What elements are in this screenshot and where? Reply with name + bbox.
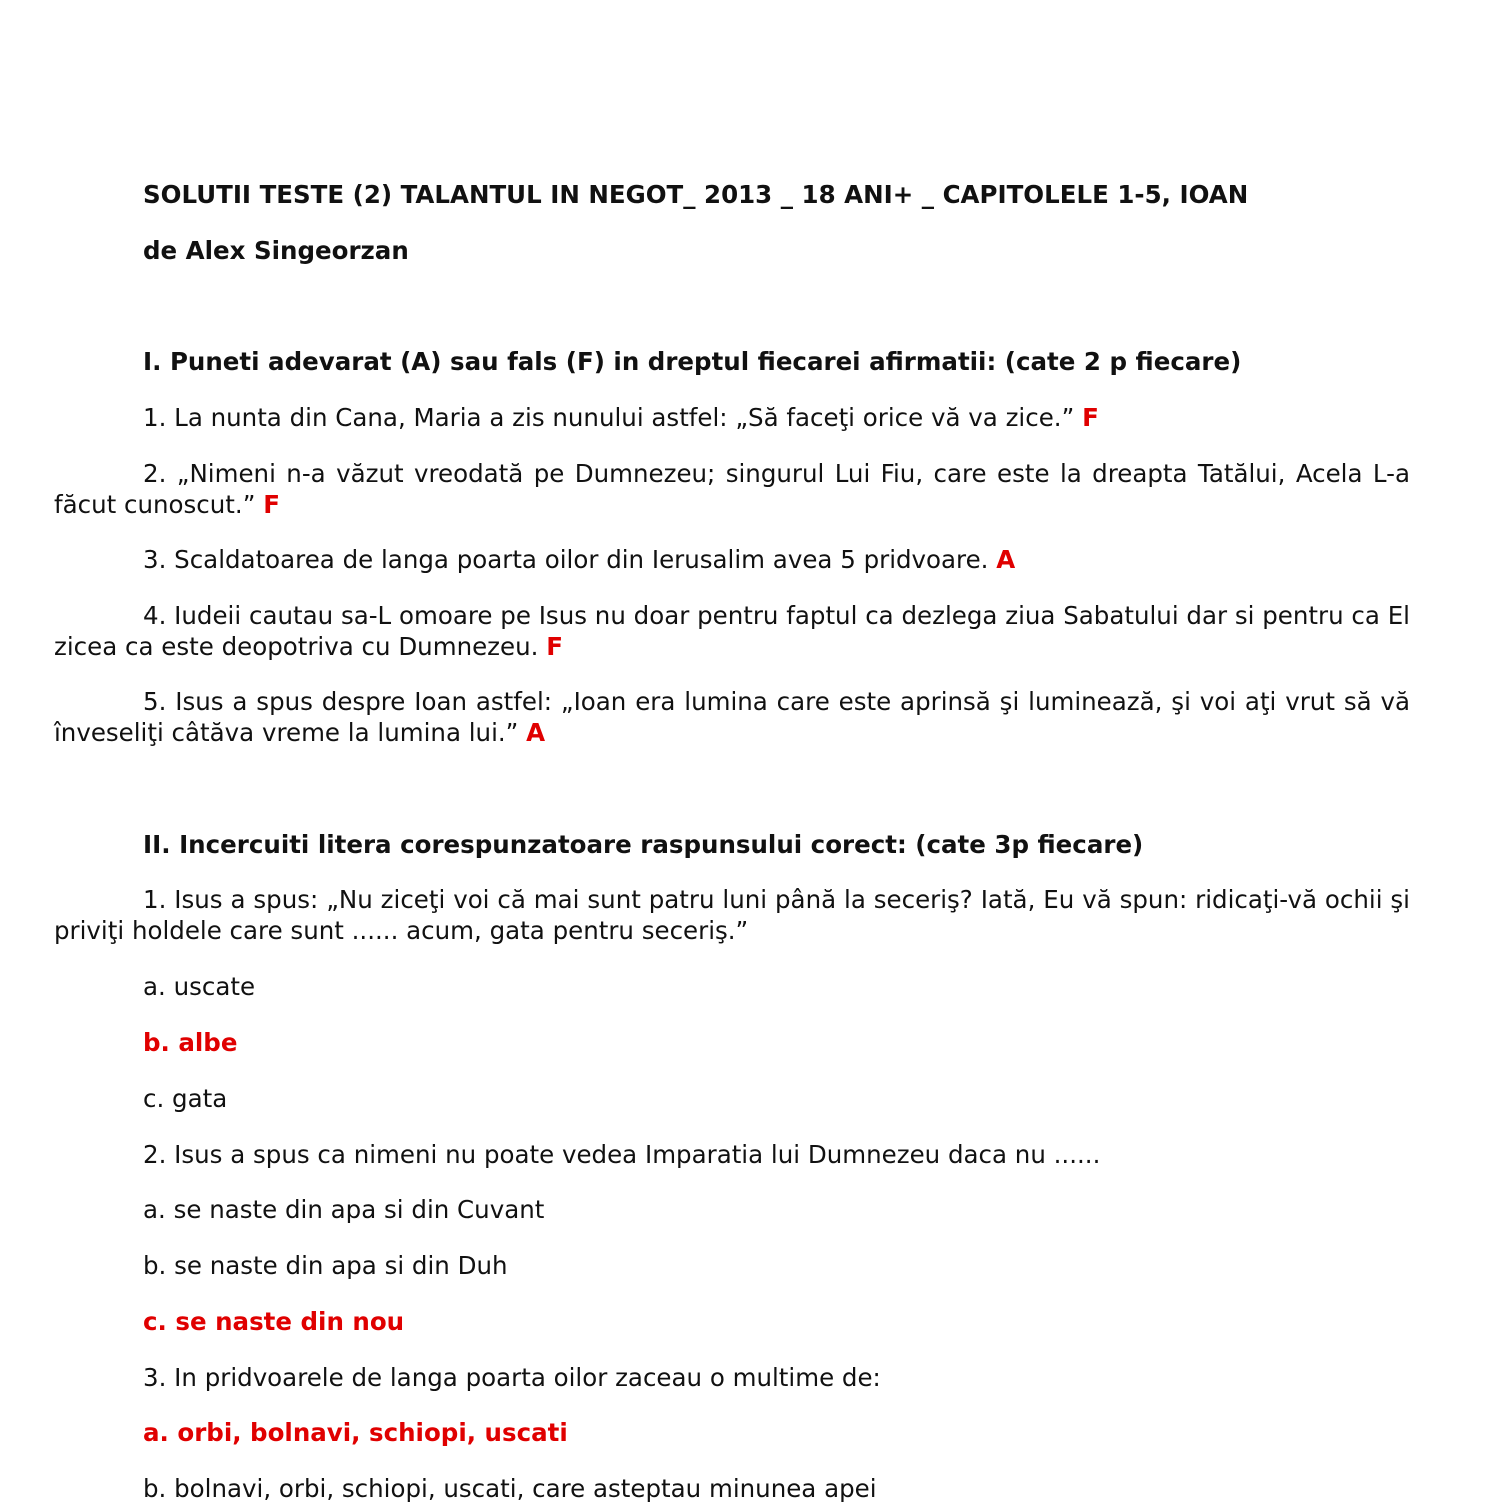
mc-q3-option-b: b. bolnavi, orbi, schiopi, uscati, care asteptau minunea apei: [143, 1474, 877, 1503]
tf-item-5-answer: A: [526, 717, 546, 747]
tf-item-4-text: 4. Iudeii cautau sa-L omoare pe Isus nu doar pentru faptul ca dezlega ziua Sabatului dar si pentru ca El zicea ca este deopotriva cu Dumnezeu.: [54, 601, 1410, 661]
mc-q2-option-b: b. se naste din apa si din Duh: [143, 1251, 508, 1280]
tf-item-1: [54, 403, 1410, 434]
section-2-heading: II. Incercuiti litera corespunzatoare raspunsului corect: (cate 3p fiecare): [143, 830, 1144, 859]
mc-q2-option-c-correct: c. se naste din nou: [143, 1307, 405, 1336]
mc-q1-option-b-correct: b. albe: [143, 1028, 238, 1057]
tf-item-3-text: 3. Scaldatoarea de langa poarta oilor din Ierusalim avea 5 pridvoare.: [143, 545, 989, 574]
mc-q1-option-a: a. uscate: [143, 972, 256, 1001]
tf-item-1-answer: F: [1082, 403, 1099, 432]
section-1-heading: I. Puneti adevarat (A) sau fals (F) in dreptul fiecarei afirmatii: (cate 2 p fiecare): [143, 347, 1242, 376]
document-title: SOLUTII TESTE (2) TALANTUL IN NEGOT_ 2013 _ 18 ANI+ _ CAPITOLELE 1-5, IOAN: [143, 180, 1249, 209]
mc-q3-option-a-correct: a. orbi, bolnavi, schiopi, uscati: [143, 1418, 568, 1447]
tf-item-5: [54, 687, 1410, 748]
tf-item-4-answer: F: [546, 631, 563, 661]
tf-item-5-text: 5. Isus a spus despre Ioan astfel: „Ioan era lumina care este aprinsă şi luminează, şi voi aţi vrut să vă înveseliţi câtăva vreme la lumina lui.”: [54, 687, 1410, 747]
mc-question-3: 3. In pridvoarele de langa poarta oilor zaceau o multime de:: [143, 1363, 881, 1392]
mc-q1-option-c: c. gata: [143, 1084, 228, 1113]
tf-item-4: [54, 601, 1410, 662]
tf-item-2-text: 2. „Nimeni n-a văzut vreodată pe Dumnezeu; singurul Lui Fiu, care este la dreapta Tatălui, Acela L-a făcut cunoscut.”: [54, 459, 1410, 519]
tf-item-3-answer: A: [996, 545, 1016, 574]
mc-q2-option-a: a. se naste din apa si din Cuvant: [143, 1195, 545, 1224]
mc-question-2: 2. Isus a spus ca nimeni nu poate vedea Imparatia lui Dumnezeu daca nu ......: [143, 1140, 1101, 1169]
tf-item-1-text: 1. La nunta din Cana, Maria a zis nunului astfel: „Să faceţi orice vă va zice.”: [143, 403, 1075, 432]
document-author: de Alex Singeorzan: [143, 236, 409, 265]
tf-item-2-answer: F: [263, 489, 280, 519]
mc-question-1: 1. Isus a spus: „Nu ziceţi voi că mai sunt patru luni până la seceriş? Iată, Eu vă spun: ridicaţi-vă ochii şi priviţi holdele care sunt ...... acum, gata pentru seceriş.”: [54, 885, 1410, 945]
tf-item-3: [54, 545, 1410, 576]
tf-item-2: [54, 459, 1410, 520]
